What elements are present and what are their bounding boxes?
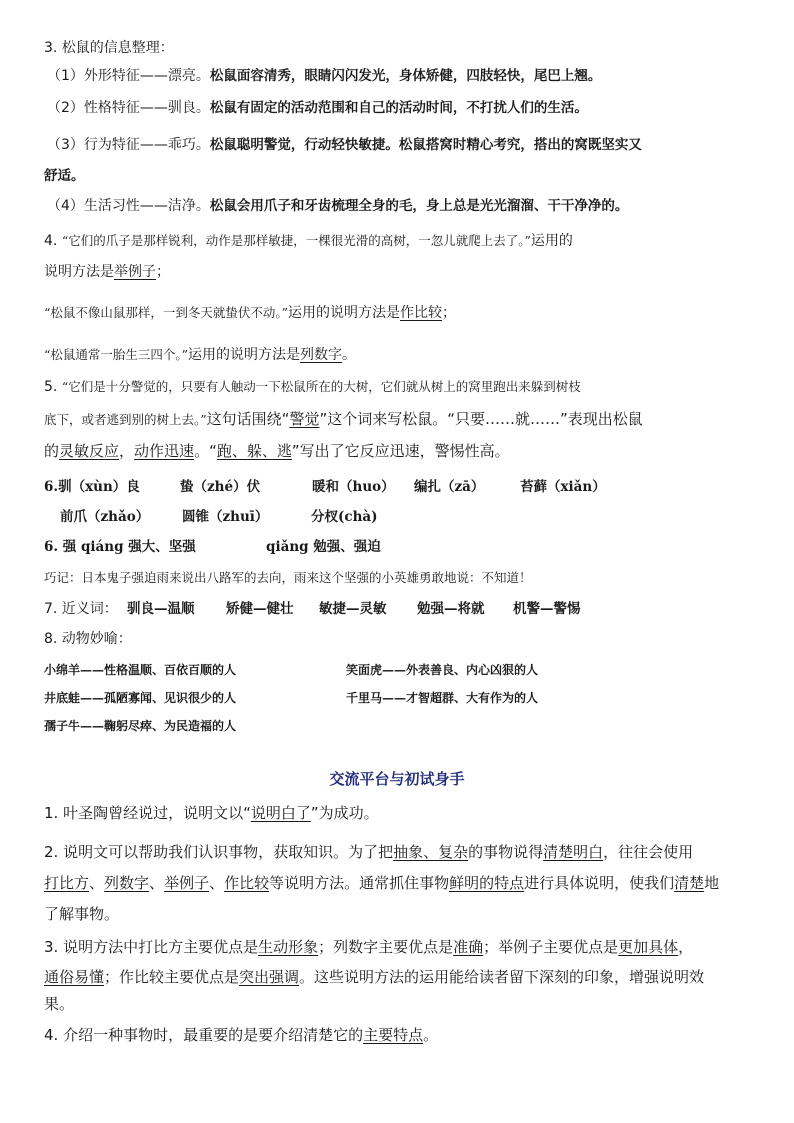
text: 的事物说得 <box>468 843 544 861</box>
s6-pinyin-5: 苔藓（xiǎn） <box>520 479 606 495</box>
s8-row1-left: 小绵羊——性格温顺、百依百顺的人 <box>44 663 237 677</box>
text: 、 <box>209 874 225 892</box>
text: 3. 说明方法中打比方主要优点是 <box>44 938 259 956</box>
text: 2. 说明文可以帮助我们认识事物，获取知识。为了把 <box>44 843 394 861</box>
answer: 举例子 <box>164 874 210 892</box>
s8-row1-right: 笑面虎——外表善良、内心凶狠的人 <box>346 663 539 677</box>
answer: 突出强调 <box>239 968 300 986</box>
text: 进行具体说明，使我们 <box>524 874 675 892</box>
answer: 准确 <box>453 938 484 956</box>
text: ，往往会使用 <box>603 843 694 861</box>
answer: 生动形象 <box>258 938 319 956</box>
text: ；作比较主要优点是 <box>104 968 240 986</box>
s3-line-behavior <box>47 135 642 155</box>
text: ；举例子主要优点是 <box>483 938 619 956</box>
text: 、 <box>89 874 105 892</box>
label: （4）生活习性——洁净。 <box>47 198 210 214</box>
text: 。 <box>423 1026 439 1044</box>
answer: 跑、躲、逃 <box>216 442 292 460</box>
text: 4. 介绍一种事物时，最重要的是要介绍清楚它的 <box>44 1026 364 1044</box>
answer: 作比较 <box>224 874 270 892</box>
quote: 底下，或者逃到别的树上去。” <box>44 412 207 427</box>
answer: 松鼠面容清秀，眼睛闪闪发光，身体矫健，四肢轻快，尾巴上翘。 <box>209 68 602 84</box>
s4-line4 <box>44 345 356 365</box>
text: 这句话围绕“ <box>206 410 290 428</box>
answer: 动作迅速 <box>134 442 195 460</box>
section-heading: 交流平台与初试身手 <box>329 770 465 788</box>
s7-word-2: 矫健—健壮 <box>226 601 294 617</box>
num: 5. <box>44 379 62 395</box>
answer: 说明白了 <box>250 804 311 822</box>
text: ； <box>156 264 170 280</box>
text: 运用的 <box>530 233 573 249</box>
text: 运用的说明方法是 <box>188 347 301 363</box>
answer: 警觉 <box>289 410 320 428</box>
s5-line1 <box>44 377 581 397</box>
s8-row3-left: 孺子牛——鞠躬尽瘁、为民造福的人 <box>44 719 237 733</box>
answer: 鲜明的特点 <box>449 874 525 892</box>
answer: 清楚 <box>674 874 705 892</box>
s6-qiang-1: 6. 强 qiáng 强大、坚强 <box>44 539 196 555</box>
answer: 举例子 <box>114 264 156 280</box>
answer: 打比方 <box>44 874 90 892</box>
answer: 松鼠有固定的活动范围和自己的活动时间，不打扰人们的生活。 <box>209 100 588 116</box>
label: （3）行为特征——乖巧。 <box>47 137 210 153</box>
s4-line3 <box>44 303 456 323</box>
answer: 通俗易懂 <box>44 968 105 986</box>
s3-line-character <box>47 98 588 118</box>
s6-pinyin-3: 暖和（huo） <box>312 479 395 495</box>
answer: 抽象、复杂 <box>393 843 469 861</box>
answer: 主要特点 <box>363 1026 424 1044</box>
quote: “它们的爪子是那样锐利，动作是那样敏捷，一棵很光滑的高树，一忽儿就爬上去了。” <box>61 233 531 248</box>
quote: “松鼠通常一胎生三四个。” <box>44 347 189 362</box>
s3-line-behavior-cont <box>44 166 85 186</box>
s6-qiang-2: qiǎng 勉强、强迫 <box>266 539 381 555</box>
para-3-line1 <box>44 936 693 958</box>
s6-pinyin-7: 圆锥（zhuī） <box>182 509 269 525</box>
text: 等说明方法。通常抓住事物 <box>269 874 450 892</box>
s6-pinyin-8: 分杈(chà) <box>311 509 378 525</box>
text: 说明方法是 <box>44 264 114 280</box>
para-2-line1 <box>44 841 693 863</box>
text: 了解事物。 <box>44 905 120 923</box>
para-2-line3 <box>44 903 119 925</box>
num: 4. <box>44 233 62 249</box>
answer: 舒适。 <box>44 168 85 184</box>
s3-title <box>44 38 174 58</box>
quote: “它们是十分警觉的，只要有人触动一下松鼠所在的大树，它们就从树上的窝里跑出来躲到树枝 <box>61 379 581 394</box>
s7-word-4: 勉强—将就 <box>417 601 485 617</box>
text: 1. 叶圣陶曾经说过，说明文以“ <box>44 804 251 822</box>
text: ； <box>442 305 457 321</box>
text: ”这个词来写松鼠。“只要……就……”表现出松鼠 <box>319 410 643 428</box>
s8-row2-left: 井底蛙——孤陋寡闻、见识很少的人 <box>44 691 237 705</box>
s3-line-habit <box>47 196 628 216</box>
s7-word-3: 敏捷—灵敏 <box>319 601 387 617</box>
s5-line3 <box>44 440 510 462</box>
text: ， <box>678 938 694 956</box>
text: 地 <box>704 874 720 892</box>
answer: 列数字 <box>300 347 343 363</box>
text: 。 <box>342 347 357 363</box>
text: 。“ <box>194 442 217 460</box>
para-2-line2 <box>44 872 719 894</box>
text: 、 <box>149 874 165 892</box>
answer: 灵敏反应 <box>59 442 120 460</box>
answer: 松鼠会用爪子和牙齿梳理全身的毛，身上总是光光溜溜、干干净净的。 <box>209 198 629 214</box>
text: ；列数字主要优点是 <box>318 938 454 956</box>
quote: “松鼠不像山鼠那样，一到冬天就蛰伏不动。” <box>44 305 289 320</box>
s4-line2 <box>44 262 170 282</box>
s4-line1 <box>44 231 573 251</box>
text: ”为成功。 <box>310 804 379 822</box>
s7-word-5: 机警—警惕 <box>513 601 581 617</box>
para-3-line2 <box>44 966 704 988</box>
text: ”写出了它反应迅速，警惕性高。 <box>291 442 510 460</box>
s6-pinyin-6: 前爪（zhǎo） <box>60 509 150 525</box>
text: ， <box>119 442 135 460</box>
answer: 清楚明白 <box>543 843 604 861</box>
s5-line2 <box>44 408 643 431</box>
s7-word-1: 驯良—温顺 <box>127 601 195 617</box>
answer: 列数字 <box>104 874 150 892</box>
s6-pinyin-1: 6.驯（xùn）良 <box>44 479 140 495</box>
s3-title-text: 3. 松鼠的信息整理： <box>44 40 174 56</box>
text: 果。 <box>44 995 75 1013</box>
text: 。这些说明方法的运用能给读者留下深刻的印象，增强说明效 <box>299 968 705 986</box>
label: （1）外形特征——漂亮。 <box>47 68 210 84</box>
answer: 作比较 <box>400 305 443 321</box>
label: （2）性格特征——驯良。 <box>47 100 210 116</box>
answer: 松鼠聪明警觉，行动轻快敏捷。松鼠搭窝时精心考究，搭出的窝既坚实又 <box>209 137 642 153</box>
s7-title: 7. 近义词： <box>44 601 118 617</box>
answer: 更加具体 <box>618 938 679 956</box>
s8-title: 8. 动物妙喻： <box>44 631 132 647</box>
text: 的 <box>44 442 60 460</box>
s3-line-appearance <box>47 66 601 86</box>
para-4 <box>44 1024 438 1046</box>
text: 运用的说明方法是 <box>288 305 401 321</box>
s6-memory-tip: 巧记：日本鬼子强迫雨来说出八路军的去向，雨来这个坚强的小英雄勇敢地说：不知道！ <box>44 570 532 585</box>
para-3-line3 <box>44 993 74 1015</box>
s8-row2-right: 千里马——才智超群、大有作为的人 <box>346 691 539 705</box>
s6-pinyin-2: 蛰（zhé）伏 <box>180 479 261 495</box>
para-1 <box>44 802 379 824</box>
s6-pinyin-4: 编扎（zā） <box>414 479 485 495</box>
